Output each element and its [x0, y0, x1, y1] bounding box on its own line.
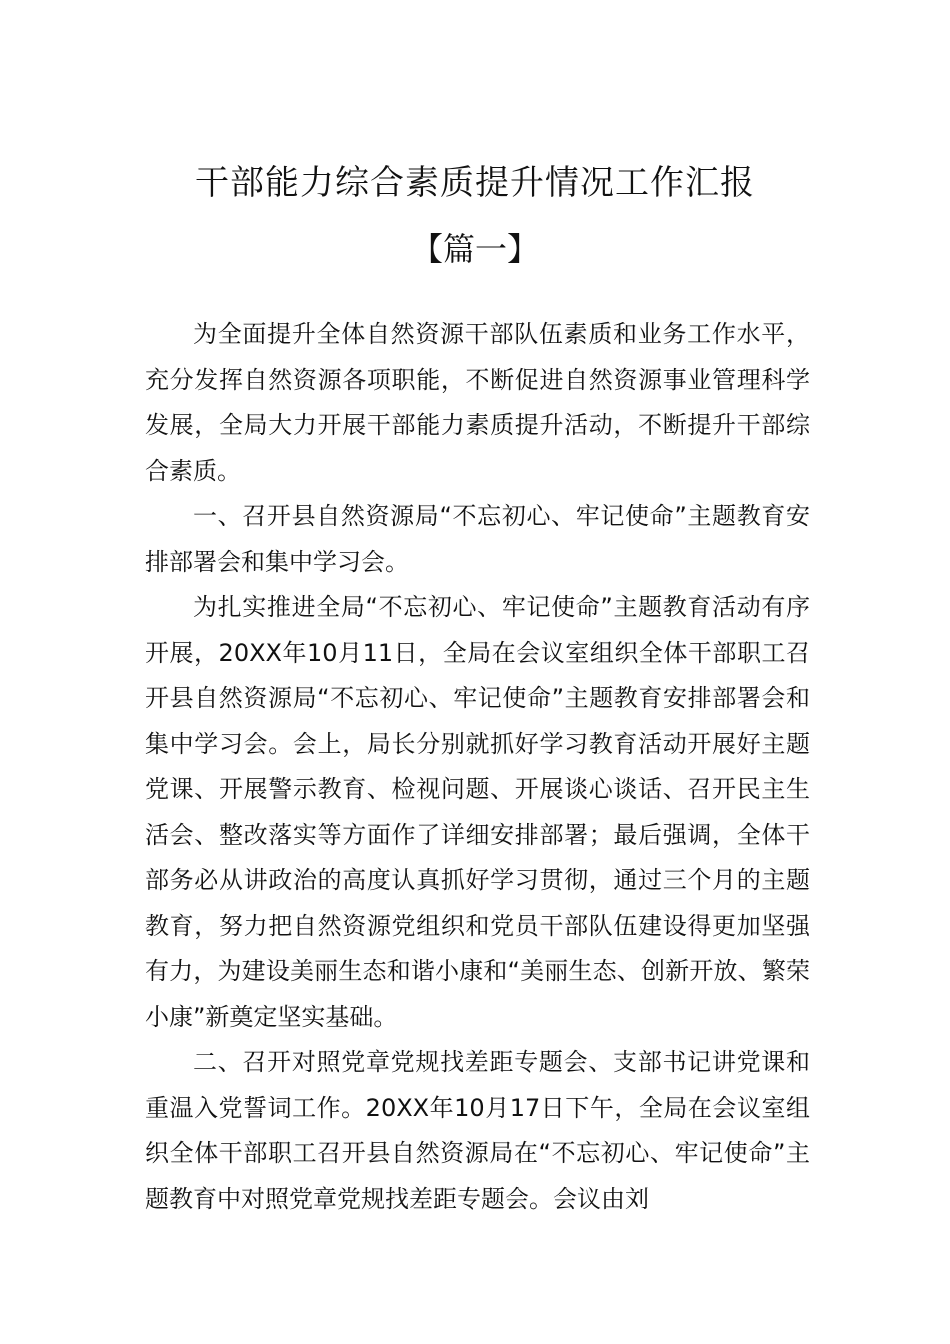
paragraph-section-one-body: 为扎实推进全局“不忘初心、牢记使命”主题教育活动有序开展，20XX年10月11日，全局在会议室组织全体干部职工召开县自然资源局“不忘初心、牢记使命”主题教育安排部署会和集中学习会。会上，局长分别就抓好学习教育活动开展好主题党课、开展警示教育、检视问题、开展谈心谈话、召开民主生活会、整改落实等方面作了详细安排部署；最后强调，全体干部务必从讲政治的高度认真抓好学习贯彻，通过三个月的主题教育，努力把自然资源党组织和党员干部队伍建设得更加坚强有力，为建设美丽生态和谐小康和“美丽生态、创新开放、繁荣小康”新奠定坚实基础。 — [145, 593, 810, 1031]
paragraph-intro: 为全面提升全体自然资源干部队伍素质和业务工作水平，充分发挥自然资源各项职能，不断促进自然资源事业管理科学发展，全局大力开展干部能力素质提升活动，不断提升干部综合素质。 — [145, 320, 810, 485]
document-subtitle: 【篇一】 — [410, 230, 539, 268]
document-body — [145, 312, 810, 1222]
paragraph-section-two: 二、召开对照党章党规找差距专题会、支部书记讲党课和重温入党誓词工作。20XX年10月17日下午，全局在会议室组织全体干部职工召开县自然资源局在“不忘初心、牢记使命”主题教育中对照党章党规找差距专题会。会议由刘 — [145, 1048, 810, 1213]
paragraph-section-one-heading: 一、召开县自然资源局“不忘初心、牢记使命”主题教育安排部署会和集中学习会。 — [145, 502, 810, 576]
document-title: 干部能力综合素质提升情况工作汇报 — [195, 163, 755, 203]
